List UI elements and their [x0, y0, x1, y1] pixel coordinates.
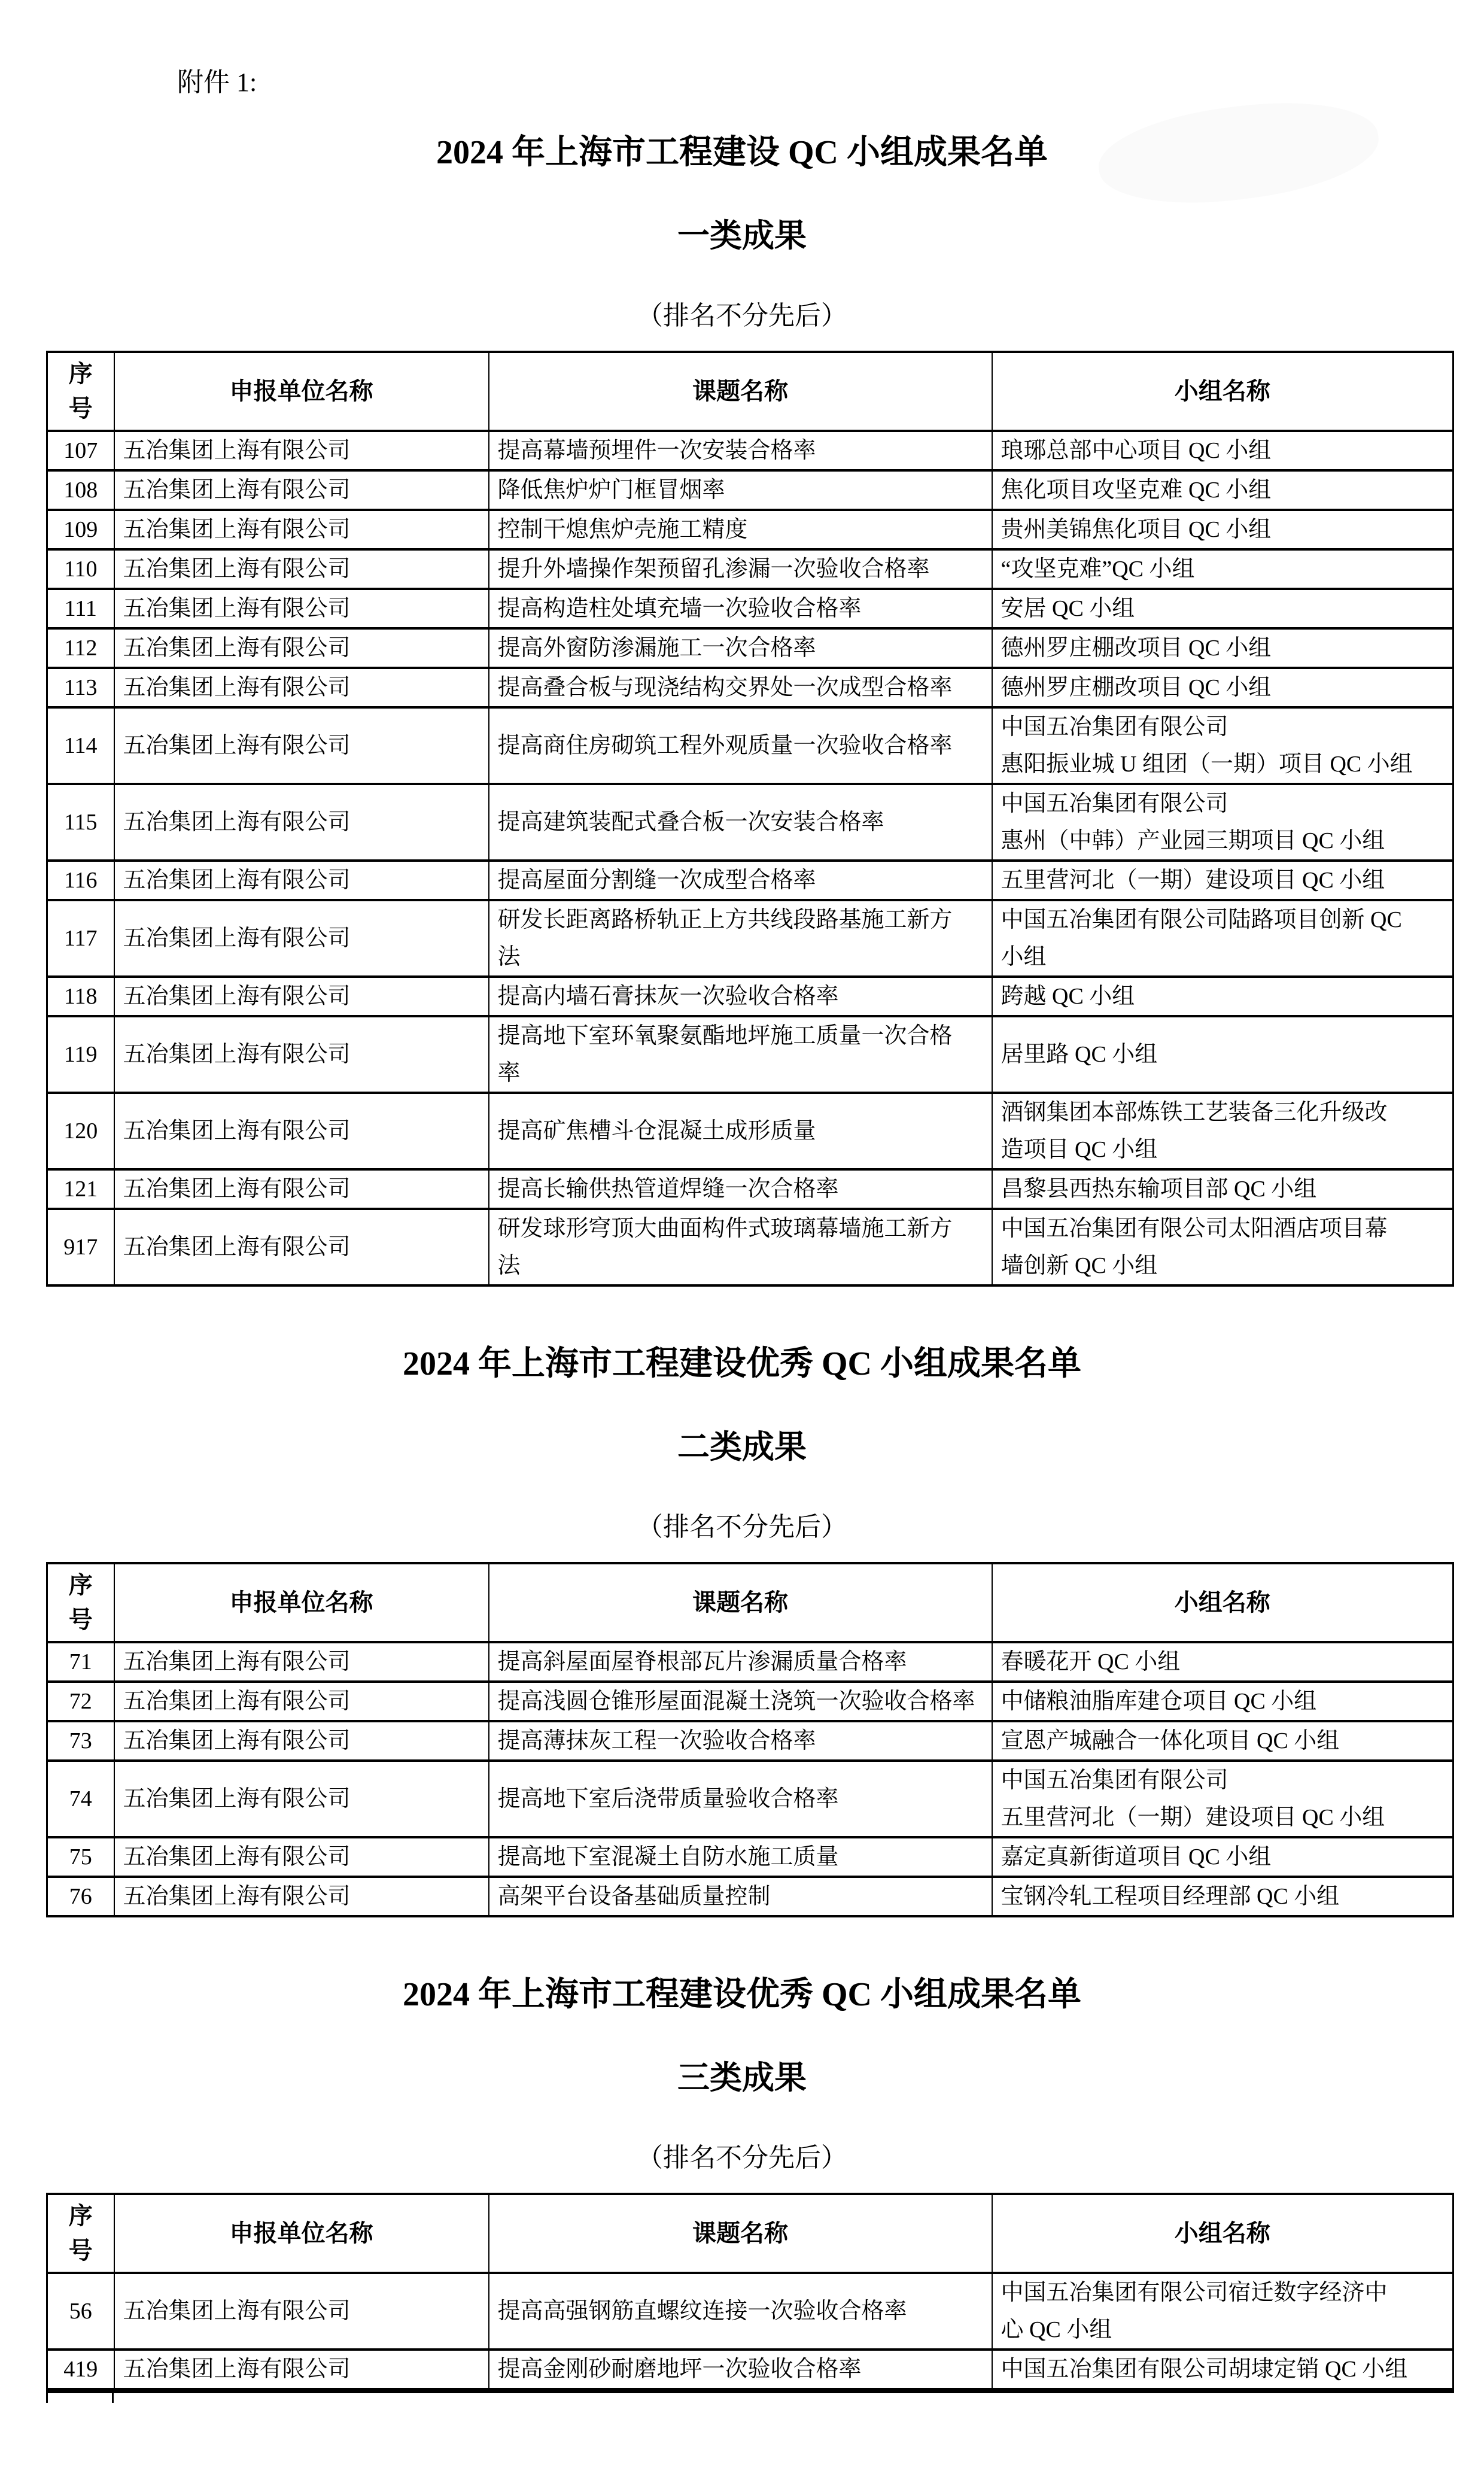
cell-topic: 提高地下室环氧聚氨酯地坪施工质量一次合格 率 — [489, 1016, 992, 1093]
section-title: 2024 年上海市工程建设优秀 QC 小组成果名单 — [403, 1976, 1081, 2013]
table-row — [47, 668, 1453, 707]
cell-topic: 提高薄抹灰工程一次验收合格率 — [489, 1721, 992, 1761]
column-header-topic: 课题名称 — [489, 2194, 992, 2273]
cell-seq: 108 — [47, 470, 114, 510]
table-left-border-stub — [46, 2393, 48, 2403]
table-row — [47, 1093, 1453, 1169]
table-row — [47, 1877, 1453, 1916]
cell-group: 德州罗庄棚改项目 QC 小组 — [992, 628, 1453, 668]
section-category: 三类成果 — [677, 2060, 807, 2096]
cell-topic: 提高长输供热管道焊缝一次合格率 — [489, 1169, 992, 1209]
cell-seq: 119 — [47, 1016, 114, 1093]
cell-unit: 五冶集团上海有限公司 — [114, 1016, 489, 1093]
table-row — [47, 431, 1453, 470]
section-title: 2024 年上海市工程建设优秀 QC 小组成果名单 — [403, 1345, 1081, 1382]
cell-unit: 五冶集团上海有限公司 — [114, 861, 489, 900]
cell-group: 宝钢冷轧工程项目经理部 QC 小组 — [992, 1877, 1453, 1916]
cell-group: 中国五冶集团有限公司太阳酒店项目幕 墙创新 QC 小组 — [992, 1209, 1453, 1285]
cell-unit: 五冶集团上海有限公司 — [114, 549, 489, 589]
cell-topic: 提高建筑装配式叠合板一次安装合格率 — [489, 784, 992, 861]
cell-group: 德州罗庄棚改项目 QC 小组 — [992, 668, 1453, 707]
results-table — [46, 1562, 1454, 1917]
cell-topic: 提高矿焦槽斗仓混凝土成形质量 — [489, 1093, 992, 1169]
cell-topic: 研发球形穹顶大曲面构件式玻璃幕墙施工新方 法 — [489, 1209, 992, 1285]
cell-seq: 116 — [47, 861, 114, 900]
result-section-1 — [0, 133, 1484, 1287]
cell-topic: 研发长距离路桥轨正上方共线段路基施工新方 法 — [489, 900, 992, 977]
seq-column-border-stub — [112, 2393, 114, 2403]
results-table — [46, 2193, 1454, 2393]
cell-group: “攻坚克难”QC 小组 — [992, 549, 1453, 589]
table-row — [47, 977, 1453, 1016]
table-row — [47, 1642, 1453, 1682]
cell-seq: 114 — [47, 707, 114, 784]
cell-unit: 五冶集团上海有限公司 — [114, 1169, 489, 1209]
table-row — [47, 707, 1453, 784]
table-cutoff-stub — [46, 2393, 1484, 2403]
cell-seq: 120 — [47, 1093, 114, 1169]
cell-topic: 提高叠合板与现浇结构交界处一次成型合格率 — [489, 668, 992, 707]
cell-seq: 74 — [47, 1761, 114, 1837]
cell-seq: 107 — [47, 431, 114, 470]
cell-topic: 高架平台设备基础质量控制 — [489, 1877, 992, 1916]
section-category: 一类成果 — [677, 218, 807, 254]
cell-unit: 五冶集团上海有限公司 — [114, 977, 489, 1016]
cell-topic: 提升外墙操作架预留孔渗漏一次验收合格率 — [489, 549, 992, 589]
table-row — [47, 628, 1453, 668]
table-row — [47, 1721, 1453, 1761]
cell-group: 春暖花开 QC 小组 — [992, 1642, 1453, 1682]
cell-group: 昌黎县西热东输项目部 QC 小组 — [992, 1169, 1453, 1209]
cell-seq: 110 — [47, 549, 114, 589]
cell-unit: 五冶集团上海有限公司 — [114, 1721, 489, 1761]
column-header-seq: 序号 — [47, 2194, 114, 2273]
cell-group: 中国五冶集团有限公司宿迁数字经济中 心 QC 小组 — [992, 2273, 1453, 2350]
cell-group: 五里营河北（一期）建设项目 QC 小组 — [992, 861, 1453, 900]
cell-seq: 115 — [47, 784, 114, 861]
cell-unit: 五冶集团上海有限公司 — [114, 1682, 489, 1721]
cell-seq: 113 — [47, 668, 114, 707]
table-row — [47, 900, 1453, 977]
cell-seq: 76 — [47, 1877, 114, 1916]
column-header-group: 小组名称 — [992, 2194, 1453, 2273]
section-title: 2024 年上海市工程建设 QC 小组成果名单 — [436, 134, 1048, 171]
cell-seq: 117 — [47, 900, 114, 977]
table-row — [47, 470, 1453, 510]
cell-seq: 56 — [47, 2273, 114, 2350]
column-header-unit: 申报单位名称 — [114, 1563, 489, 1642]
cell-topic: 提高幕墙预埋件一次安装合格率 — [489, 431, 992, 470]
column-header-group: 小组名称 — [992, 1563, 1453, 1642]
cell-seq: 118 — [47, 977, 114, 1016]
cell-group: 跨越 QC 小组 — [992, 977, 1453, 1016]
cell-unit: 五冶集团上海有限公司 — [114, 668, 489, 707]
result-section-2 — [0, 1344, 1484, 1917]
table-row — [47, 589, 1453, 628]
table-row — [47, 1682, 1453, 1721]
cell-topic: 提高构造柱处填充墙一次验收合格率 — [489, 589, 992, 628]
cell-group: 嘉定真新街道项目 QC 小组 — [992, 1837, 1453, 1877]
cell-topic: 降低焦炉炉门框冒烟率 — [489, 470, 992, 510]
cell-topic: 提高斜屋面屋脊根部瓦片渗漏质量合格率 — [489, 1642, 992, 1682]
column-header-unit: 申报单位名称 — [114, 2194, 489, 2273]
cell-group: 中国五冶集团有限公司 五里营河北（一期）建设项目 QC 小组 — [992, 1761, 1453, 1837]
cell-group: 中储粮油脂库建仓项目 QC 小组 — [992, 1682, 1453, 1721]
cell-group: 安居 QC 小组 — [992, 589, 1453, 628]
table-row — [47, 510, 1453, 549]
cell-unit: 五冶集团上海有限公司 — [114, 900, 489, 977]
attachment-label: 附件 1: — [177, 68, 257, 97]
cell-topic: 提高内墙石膏抹灰一次验收合格率 — [489, 977, 992, 1016]
table-row — [47, 861, 1453, 900]
table-row — [47, 784, 1453, 861]
cell-group: 中国五冶集团有限公司胡埭定销 QC 小组 — [992, 2350, 1453, 2391]
cell-group: 酒钢集团本部炼铁工艺装备三化升级改 造项目 QC 小组 — [992, 1093, 1453, 1169]
cell-topic: 控制干熄焦炉壳施工精度 — [489, 510, 992, 549]
table-row — [47, 1016, 1453, 1093]
table-row — [47, 1169, 1453, 1209]
cell-unit: 五冶集团上海有限公司 — [114, 1209, 489, 1285]
column-header-seq: 序号 — [47, 1563, 114, 1642]
column-header-topic: 课题名称 — [489, 1563, 992, 1642]
cell-unit: 五冶集团上海有限公司 — [114, 628, 489, 668]
cell-seq: 917 — [47, 1209, 114, 1285]
cell-group: 居里路 QC 小组 — [992, 1016, 1453, 1093]
cell-seq: 112 — [47, 628, 114, 668]
table-row — [47, 549, 1453, 589]
cell-unit: 五冶集团上海有限公司 — [114, 2350, 489, 2391]
cell-group: 中国五冶集团有限公司陆路项目创新 QC 小组 — [992, 900, 1453, 977]
cell-unit: 五冶集团上海有限公司 — [114, 589, 489, 628]
column-header-topic: 课题名称 — [489, 352, 992, 431]
column-header-seq: 序号 — [47, 352, 114, 431]
column-header-unit: 申报单位名称 — [114, 352, 489, 431]
cell-topic: 提高高强钢筋直螺纹连接一次验收合格率 — [489, 2273, 992, 2350]
cell-topic: 提高金刚砂耐磨地坪一次验收合格率 — [489, 2350, 992, 2391]
cell-unit: 五冶集团上海有限公司 — [114, 1761, 489, 1837]
cell-unit: 五冶集团上海有限公司 — [114, 470, 489, 510]
cell-topic: 提高浅圆仓锥形屋面混凝土浇筑一次验收合格率 — [489, 1682, 992, 1721]
ranking-note: （排名不分先后） — [637, 301, 847, 330]
table-header-row — [47, 352, 1453, 431]
cell-group: 宣恩产城融合一体化项目 QC 小组 — [992, 1721, 1453, 1761]
table-row — [47, 2350, 1453, 2391]
cell-group: 焦化项目攻坚克难 QC 小组 — [992, 470, 1453, 510]
cell-topic: 提高外窗防渗漏施工一次合格率 — [489, 628, 992, 668]
cell-seq: 109 — [47, 510, 114, 549]
cell-seq: 121 — [47, 1169, 114, 1209]
cell-unit: 五冶集团上海有限公司 — [114, 1877, 489, 1916]
column-header-group: 小组名称 — [992, 352, 1453, 431]
cell-group: 中国五冶集团有限公司 惠州（中韩）产业园三期项目 QC 小组 — [992, 784, 1453, 861]
cell-unit: 五冶集团上海有限公司 — [114, 1093, 489, 1169]
cell-unit: 五冶集团上海有限公司 — [114, 2273, 489, 2350]
cell-group: 琅琊总部中心项目 QC 小组 — [992, 431, 1453, 470]
result-section-3 — [0, 1975, 1484, 2403]
ranking-note: （排名不分先后） — [637, 1512, 847, 1542]
cell-unit: 五冶集团上海有限公司 — [114, 784, 489, 861]
cell-unit: 五冶集团上海有限公司 — [114, 707, 489, 784]
cell-seq: 75 — [47, 1837, 114, 1877]
ranking-note: （排名不分先后） — [637, 2143, 847, 2172]
cell-seq: 73 — [47, 1721, 114, 1761]
cell-unit: 五冶集团上海有限公司 — [114, 1642, 489, 1682]
cell-seq: 111 — [47, 589, 114, 628]
table-header-row — [47, 2194, 1453, 2273]
cell-group: 贵州美锦焦化项目 QC 小组 — [992, 510, 1453, 549]
cell-unit: 五冶集团上海有限公司 — [114, 431, 489, 470]
cell-seq: 71 — [47, 1642, 114, 1682]
cell-seq: 72 — [47, 1682, 114, 1721]
cell-seq: 419 — [47, 2350, 114, 2391]
cell-unit: 五冶集团上海有限公司 — [114, 510, 489, 549]
cell-group: 中国五冶集团有限公司 惠阳振业城 U 组团（一期）项目 QC 小组 — [992, 707, 1453, 784]
table-row — [47, 1209, 1453, 1285]
table-row — [47, 2273, 1453, 2350]
section-category: 二类成果 — [677, 1429, 807, 1465]
cell-topic: 提高地下室混凝土自防水施工质量 — [489, 1837, 992, 1877]
cell-topic: 提高商住房砌筑工程外观质量一次验收合格率 — [489, 707, 992, 784]
table-row — [47, 1837, 1453, 1877]
cell-unit: 五冶集团上海有限公司 — [114, 1837, 489, 1877]
table-row — [47, 1761, 1453, 1837]
results-table — [46, 351, 1454, 1287]
cell-topic: 提高地下室后浇带质量验收合格率 — [489, 1761, 992, 1837]
table-header-row — [47, 1563, 1453, 1642]
cell-topic: 提高屋面分割缝一次成型合格率 — [489, 861, 992, 900]
